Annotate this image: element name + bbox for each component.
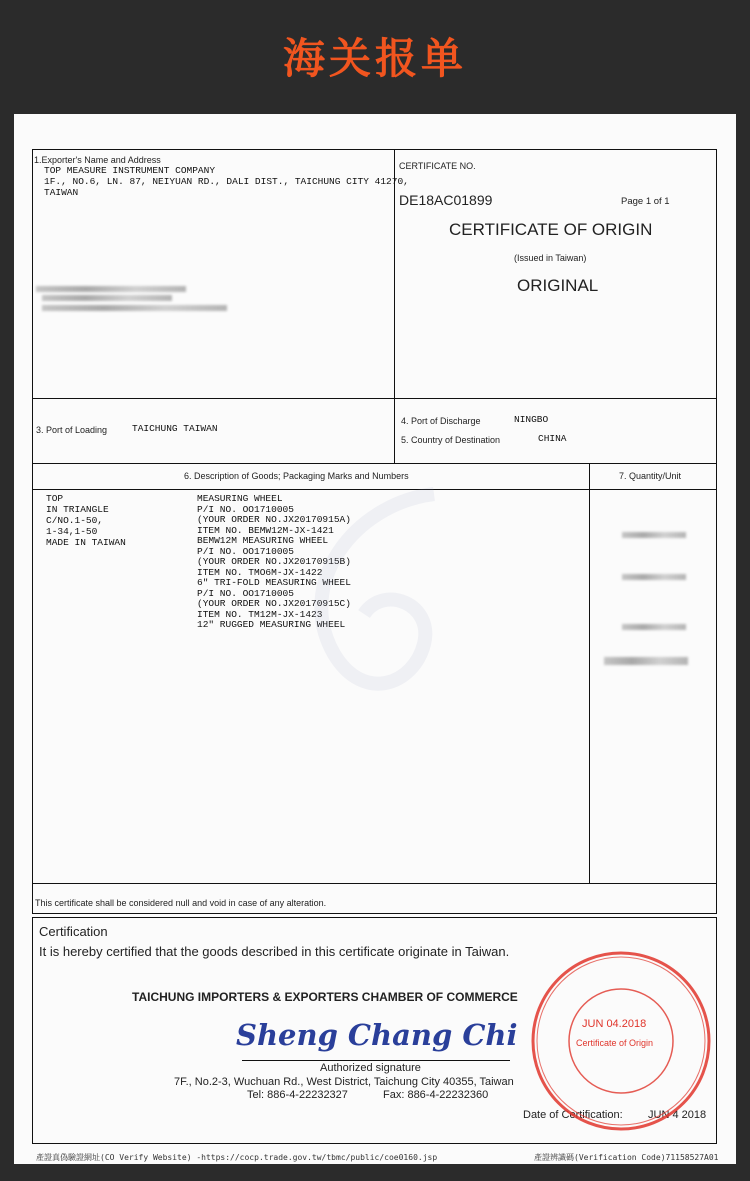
row-divider-2 — [32, 463, 717, 464]
goods-line: ITEM NO. TM12M-JX-1423 — [197, 608, 323, 620]
certificate-title: CERTIFICATE OF ORIGIN — [449, 220, 653, 239]
certification-text: It is hereby certified that the goods described in this certificate originate in Taiwan. — [39, 944, 510, 959]
redacted-quantity-total — [604, 657, 688, 665]
goods-line: BEMW12M MEASURING WHEEL — [197, 535, 329, 546]
authorized-signature: Authorized signature — [320, 1062, 421, 1074]
certificate-document — [14, 114, 736, 1164]
signature: Sheng Chang Chi — [236, 1018, 518, 1052]
goods-line: 6" TRI-FOLD MEASURING WHEEL — [197, 577, 351, 588]
watermark-graphic — [264, 474, 464, 734]
description-header: 6. Description of Goods; Packaging Marks and Numbers — [184, 471, 409, 481]
mark-line: MADE IN TAIWAN — [46, 537, 126, 548]
issued-in: (Issued in Taiwan) — [514, 253, 587, 263]
top-divider — [394, 149, 395, 463]
goods-line: P/I NO. OO1710005 — [197, 503, 294, 515]
exporter-label: 1.Exporter's Name and Address — [34, 155, 161, 165]
quantity-header: 7. Quantity/Unit — [619, 471, 682, 481]
port-loading-value: TAICHUNG TAIWAN — [132, 423, 218, 434]
null-void-notice: This certificate shall be considered null and void in case of any alteration. — [35, 898, 327, 908]
redacted-consignee-3 — [42, 305, 227, 311]
goods-line: (YOUR ORDER NO.JX20170915B) — [197, 556, 351, 567]
mark-line: 1-34,1-50 — [46, 526, 98, 537]
goods-line: MEASURING WHEEL — [197, 493, 283, 504]
row-divider-1 — [32, 398, 717, 399]
certification-heading: Certification — [39, 924, 108, 939]
mark-line: TOP — [46, 493, 64, 504]
cert-no-label: CERTIFICATE NO. — [399, 161, 476, 171]
mark-line: IN TRIANGLE — [46, 504, 109, 515]
redacted-quantity-3 — [622, 624, 686, 630]
port-discharge-label: 4. Port of Discharge — [401, 416, 481, 426]
stamp-date: JUN 04.2018 — [582, 1018, 647, 1030]
exporter-line-1: TOP MEASURE INSTRUMENT COMPANY — [44, 165, 216, 176]
country-dest-value: CHINA — [538, 433, 567, 444]
chamber-fax: Fax: 886-4-22232360 — [383, 1089, 489, 1101]
page-number: Page 1 of 1 — [621, 196, 670, 207]
goods-line: P/I NO. OO1710005 — [197, 587, 294, 599]
date-label: Date of Certification: — [523, 1109, 623, 1121]
redacted-quantity-2 — [622, 574, 686, 580]
redacted-quantity-1 — [622, 532, 686, 538]
mark-line: C/NO.1-50, — [46, 515, 104, 526]
goods-line: ITEM NO. TMO6M-JX-1422 — [197, 566, 323, 578]
goods-line: (YOUR ORDER NO.JX20170915A) — [197, 514, 351, 525]
goods-line: 12" RUGGED MEASURING WHEEL — [197, 619, 346, 630]
exporter-line-2: 1F., NO.6, LN. 87, NEIYUAN RD., DALI DIST., TAICHUNG CITY 41270, — [44, 176, 409, 187]
port-discharge-value: NINGBO — [514, 414, 549, 425]
chamber-address: 7F., No.2-3, Wuchuan Rd., West District, Taichung City 40355, Taiwan — [174, 1076, 514, 1088]
goods-line: ITEM NO. BEMW12M-JX-1421 — [197, 524, 334, 536]
port-loading-label: 3. Port of Loading — [36, 425, 108, 435]
row-divider-4 — [32, 883, 717, 884]
footer-verify-url: 產證真偽驗證網址(CO Verify Website) -https://cocp.trade.gov.tw/tbmc/public/coe0160.jsp — [36, 1153, 438, 1162]
redacted-consignee-2 — [42, 295, 172, 301]
qty-divider — [589, 463, 590, 883]
redacted-consignee-1 — [36, 286, 186, 292]
country-dest-label: 5. Country of Destination — [401, 435, 501, 445]
chamber-stamp — [526, 946, 716, 1136]
goods-line: P/I NO. OO1710005 — [197, 545, 294, 557]
chamber-name: TAICHUNG IMPORTERS & EXPORTERS CHAMBER OF COMMERCE — [132, 990, 518, 1004]
page-banner — [0, 0, 750, 112]
chamber-tel: Tel: 886-4-22232327 — [247, 1089, 348, 1101]
stamp-subtitle: Certificate of Origin — [576, 1038, 654, 1048]
banner-title: 海关报单 — [282, 34, 467, 83]
footer-verify-code: 產證辨識碼(Verification Code)71158527A01 — [534, 1153, 719, 1162]
signature-line — [242, 1060, 510, 1061]
exporter-line-3: TAIWAN — [44, 187, 79, 198]
cert-no-value: DE18AC01899 — [399, 192, 493, 208]
original-label: ORIGINAL — [517, 276, 599, 295]
goods-line: (YOUR ORDER NO.JX20170915C) — [197, 598, 351, 609]
date-value: JUN 4 2018 — [648, 1109, 707, 1121]
